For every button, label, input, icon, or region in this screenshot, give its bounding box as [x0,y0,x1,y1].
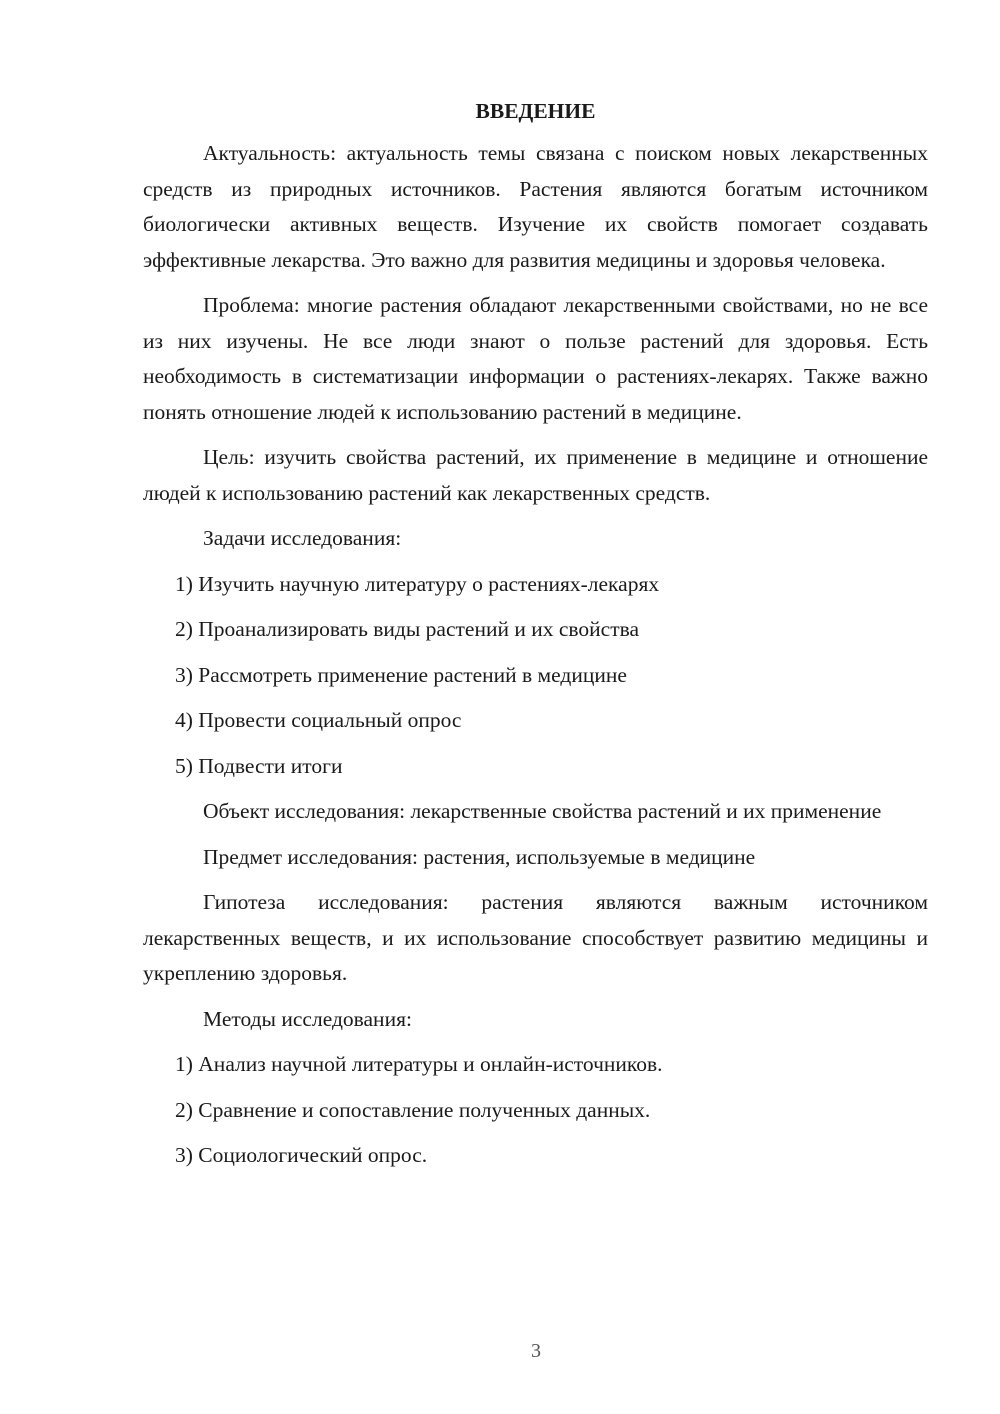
methods-label: Методы исследования: [203,1006,412,1031]
list-item: 5) Подвести итоги [175,753,343,778]
page-number: 3 [531,1340,541,1362]
list-item: 2) Проанализировать виды растений и их свойства [175,617,640,641]
object-paragraph: Объект исследования: лекарственные свойства растений и их применение [203,799,882,823]
list-item: 2) Сравнение и сопоставление полученных данных. [175,1097,651,1122]
hypothesis-paragraph: Гипотеза исследования: растения являются важным источником лекарственных веществ, и их использование способствует развитию медицины и укреплению здоровья. [143,890,928,985]
goal-paragraph: Цель: изучить свойства растений, их применение в медицине и отношение людей к использованию растений как лекарственных средств. [143,445,928,505]
list-item: 1) Анализ научной литературы и онлайн-источников. [175,1052,663,1076]
problem-paragraph: Проблема: многие растения обладают лекарственными свойствами, но не все из них изучены. Не все люди знают о пользе растений для здоровья. Есть необходимость в систематизации информации о растениях-лекарях. Также важно понять отношение людей к использованию растений в медицине. [143,293,928,424]
list-item: 1) Изучить научную литературу о растениях-лекарях [175,571,660,596]
subject-paragraph: Предмет исследования: растения, используемые в медицине [203,844,756,869]
tasks-list [143,567,928,785]
methods-list [143,1047,928,1174]
list-item: 4) Провести социальный опрос [175,708,462,732]
tasks-label: Задачи исследования: [203,526,402,550]
relevance-paragraph: Актуальность: актуальность темы связана с поиском новых лекарственных средств из природных источников. Растения являются богатым источником биологически активных веществ. Изучение их свойств помогает создавать эффективные лекарства. Это важно для развития медицины и здоровья человека. [143,141,928,272]
section-heading: ВВЕДЕНИЕ [475,99,596,123]
list-item: 3) Социологический опрос. [175,1143,428,1167]
list-item: 3) Рассмотреть применение растений в медицине [175,662,627,687]
